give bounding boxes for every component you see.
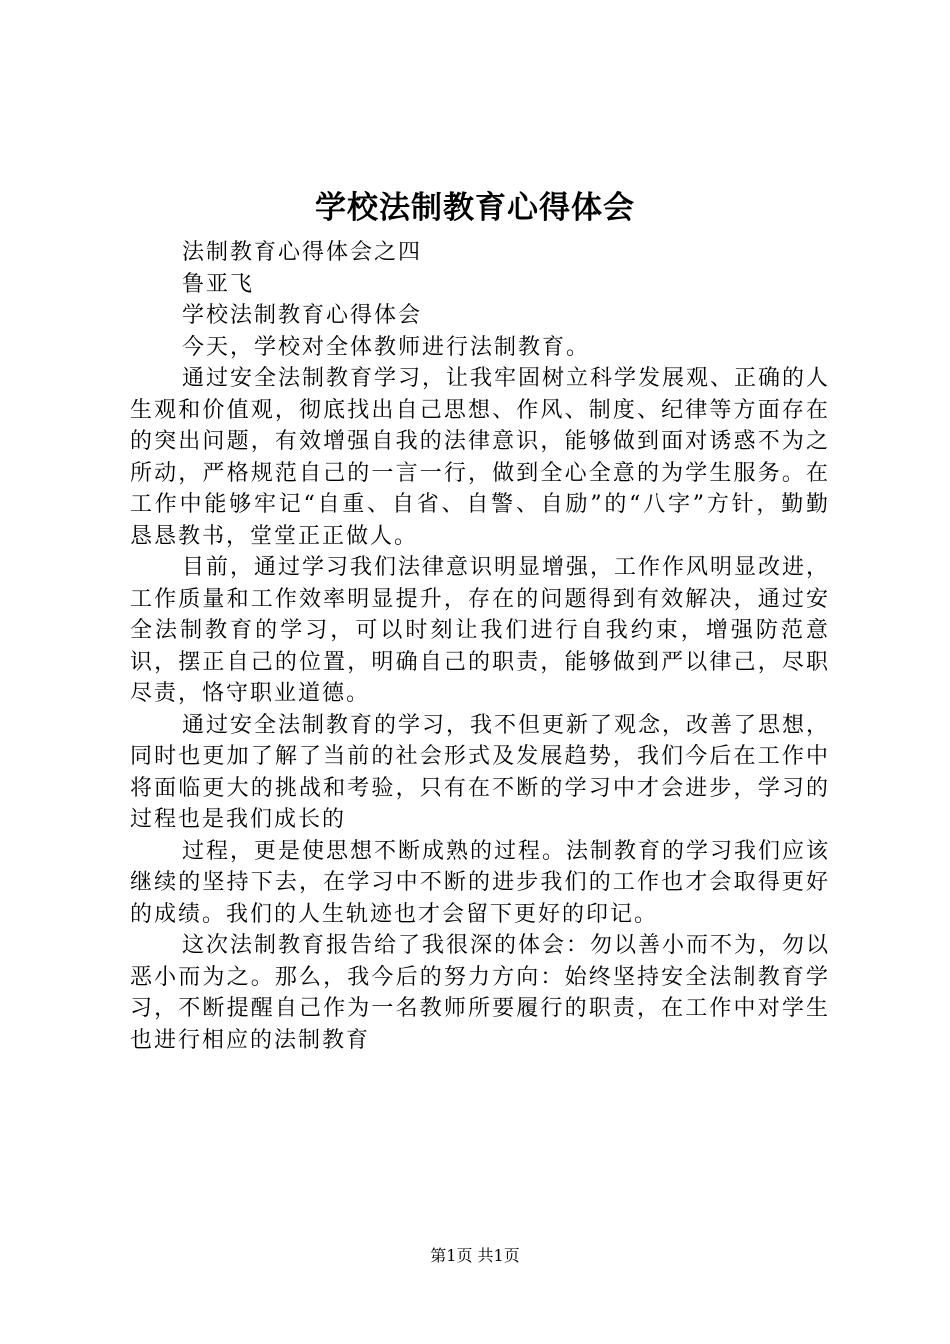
paragraph-heading: 学校法制教育心得体会: [182, 303, 423, 328]
paragraph: 通过安全法制教育学习，让我牢固树立科学发展观、正确的人生观和价值观，彻底找出自己思想、作风、制度、纪律等方面存在的突出问题，有效增强自我的法律意识，能够做到面对诱惑不为之所动，严格规范自己的一言一行，做到全心全意的为学生服务。在工作中能够牢记“自重、自省、自警、自励”的“八字”方针，勤勤恳恳教书，堂堂正正做人。: [130, 366, 831, 549]
paragraph: 这次法制教育报告给了我很深的体会：勿以善小而不为，勿以恶小而为之。那么，我今后的努力方向：始终坚持安全法制教育学习，不断提醒自己作为一名教师所要履行的职责，在工作中对学生也进行相应的法制教育: [130, 933, 831, 1053]
paragraph: 通过安全法制教育的学习，我不但更新了观念，改善了思想，同时也更加了解了当前的社会形式及发展趋势，我们今后在工作中将面临更大的挑战和考验，只有在不断的学习中才会进步，学习的过程也是我们成长的: [130, 712, 831, 832]
paragraph-author: 鲁亚飞: [182, 271, 255, 297]
page-number: 第1页 共1页: [430, 1246, 520, 1265]
document-title: 学校法制教育心得体会: [315, 190, 635, 226]
paragraph: 过程，更是使思想不断成熟的过程。法制教育的学习我们应该继续的坚持下去，在学习中不断的进步我们的工作也才会取得更好的成绩。我们的人生轨迹也才会留下更好的印记。: [130, 838, 831, 927]
document-body: [130, 237, 830, 1056]
paragraph: 目前，通过学习我们法律意识明显增强，工作作风明显改进，工作质量和工作效率明显提升，存在的问题得到有效解决，通过安全法制教育的学习，可以时刻让我们进行自我约束，增强防范意识，摆正自己的位置，明确自己的职责，能够做到严以律己，尽职尽责，恪守职业道德。: [130, 555, 831, 706]
paragraph-subtitle: 法制教育心得体会之四: [182, 240, 423, 265]
paragraph: 今天，学校对全体教师进行法制教育。: [182, 334, 591, 360]
